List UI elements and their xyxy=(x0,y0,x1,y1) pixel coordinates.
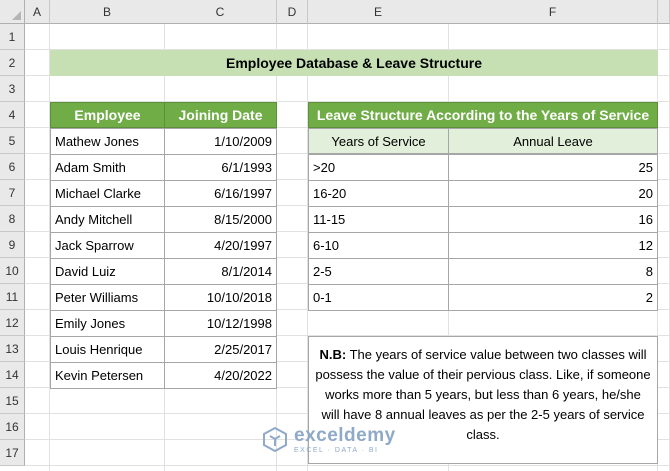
joining-date-cell[interactable]: 10/10/2018 xyxy=(164,284,277,311)
years-of-service-cell[interactable]: 11-15 xyxy=(308,206,449,233)
joining-date-cell[interactable]: 2/25/2017 xyxy=(164,336,277,363)
employee-name-cell[interactable]: Jack Sparrow xyxy=(50,232,165,259)
annual-leave-cell[interactable]: 16 xyxy=(448,206,658,233)
employee-name-cell[interactable]: Peter Williams xyxy=(50,284,165,311)
annual-leave-cell[interactable]: 20 xyxy=(448,180,658,207)
employee-name-cell[interactable]: David Luiz xyxy=(50,258,165,285)
select-all-corner[interactable] xyxy=(0,0,25,24)
row-header-16[interactable]: 16 xyxy=(0,414,25,440)
column-header-b[interactable]: B xyxy=(50,0,165,24)
joining-date-header[interactable]: Joining Date xyxy=(164,102,277,128)
annual-leave-cell[interactable]: 25 xyxy=(448,154,658,181)
row-header-17[interactable]: 17 xyxy=(0,440,25,466)
employee-header[interactable]: Employee xyxy=(50,102,165,128)
watermark-logo xyxy=(262,422,422,456)
employee-name-cell[interactable]: Mathew Jones xyxy=(50,128,165,155)
note-text: The years of service value between two classes will possess the value of their pervious class. Like, if someone works more than 5 years, but less than 6 years, he/she will have 8 annual leaves as per the 2-5 years of service class. xyxy=(315,347,651,442)
years-of-service-cell[interactable]: 0-1 xyxy=(308,284,449,311)
exceldemy-logo-icon xyxy=(262,426,288,452)
joining-date-cell[interactable]: 1/10/2009 xyxy=(164,128,277,155)
row-header-9[interactable]: 9 xyxy=(0,232,25,258)
row-header-5[interactable]: 5 xyxy=(0,128,25,154)
employee-name-cell[interactable]: Kevin Petersen xyxy=(50,362,165,389)
column-header-g[interactable] xyxy=(658,0,670,24)
joining-date-cell[interactable]: 6/1/1993 xyxy=(164,154,277,181)
column-header-c[interactable]: C xyxy=(164,0,277,24)
years-of-service-cell[interactable]: 6-10 xyxy=(308,232,449,259)
employee-name-cell[interactable]: Emily Jones xyxy=(50,310,165,337)
years-of-service-header[interactable]: Years of Service xyxy=(308,128,449,154)
gridline-horizontal xyxy=(25,465,670,466)
annual-leave-cell[interactable]: 2 xyxy=(448,284,658,311)
row-header-15[interactable]: 15 xyxy=(0,388,25,414)
row-header-4[interactable]: 4 xyxy=(0,102,25,128)
column-header-a[interactable]: A xyxy=(25,0,50,24)
annual-leave-cell[interactable]: 12 xyxy=(448,232,658,259)
column-header-e[interactable]: E xyxy=(308,0,449,24)
row-header-8[interactable]: 8 xyxy=(0,206,25,232)
row-header-6[interactable]: 6 xyxy=(0,154,25,180)
joining-date-cell[interactable]: 4/20/1997 xyxy=(164,232,277,259)
row-header-12[interactable]: 12 xyxy=(0,310,25,336)
annual-leave-header[interactable]: Annual Leave xyxy=(448,128,658,154)
joining-date-cell[interactable]: 8/1/2014 xyxy=(164,258,277,285)
row-header-3[interactable]: 3 xyxy=(0,76,25,102)
row-header-10[interactable]: 10 xyxy=(0,258,25,284)
joining-date-cell[interactable]: 8/15/2000 xyxy=(164,206,277,233)
years-of-service-cell[interactable]: 16-20 xyxy=(308,180,449,207)
employee-name-cell[interactable]: Michael Clarke xyxy=(50,180,165,207)
note-label: N.B: xyxy=(319,347,347,362)
sheet-title[interactable]: Employee Database & Leave Structure xyxy=(50,50,658,76)
joining-date-cell[interactable]: 10/12/1998 xyxy=(164,310,277,337)
column-header-f[interactable]: F xyxy=(448,0,658,24)
row-header-13[interactable]: 13 xyxy=(0,336,25,362)
select-all-triangle-icon xyxy=(12,11,21,20)
years-of-service-cell[interactable]: >20 xyxy=(308,154,449,181)
row-header-14[interactable]: 14 xyxy=(0,362,25,388)
row-header-7[interactable]: 7 xyxy=(0,180,25,206)
employee-name-cell[interactable]: Adam Smith xyxy=(50,154,165,181)
joining-date-cell[interactable]: 4/20/2022 xyxy=(164,362,277,389)
leave-structure-title[interactable]: Leave Structure According to the Years of Service xyxy=(308,102,658,128)
row-header-11[interactable]: 11 xyxy=(0,284,25,310)
years-of-service-cell[interactable]: 2-5 xyxy=(308,258,449,285)
joining-date-cell[interactable]: 6/16/1997 xyxy=(164,180,277,207)
row-header-2[interactable]: 2 xyxy=(0,50,25,76)
annual-leave-cell[interactable]: 8 xyxy=(448,258,658,285)
row-header-1[interactable]: 1 xyxy=(0,24,25,50)
watermark-tagline: EXCEL · DATA · BI xyxy=(294,446,379,454)
employee-name-cell[interactable]: Andy Mitchell xyxy=(50,206,165,233)
column-header-d[interactable]: D xyxy=(277,0,308,24)
employee-name-cell[interactable]: Louis Henrique xyxy=(50,336,165,363)
watermark-name: exceldemy xyxy=(294,424,396,446)
